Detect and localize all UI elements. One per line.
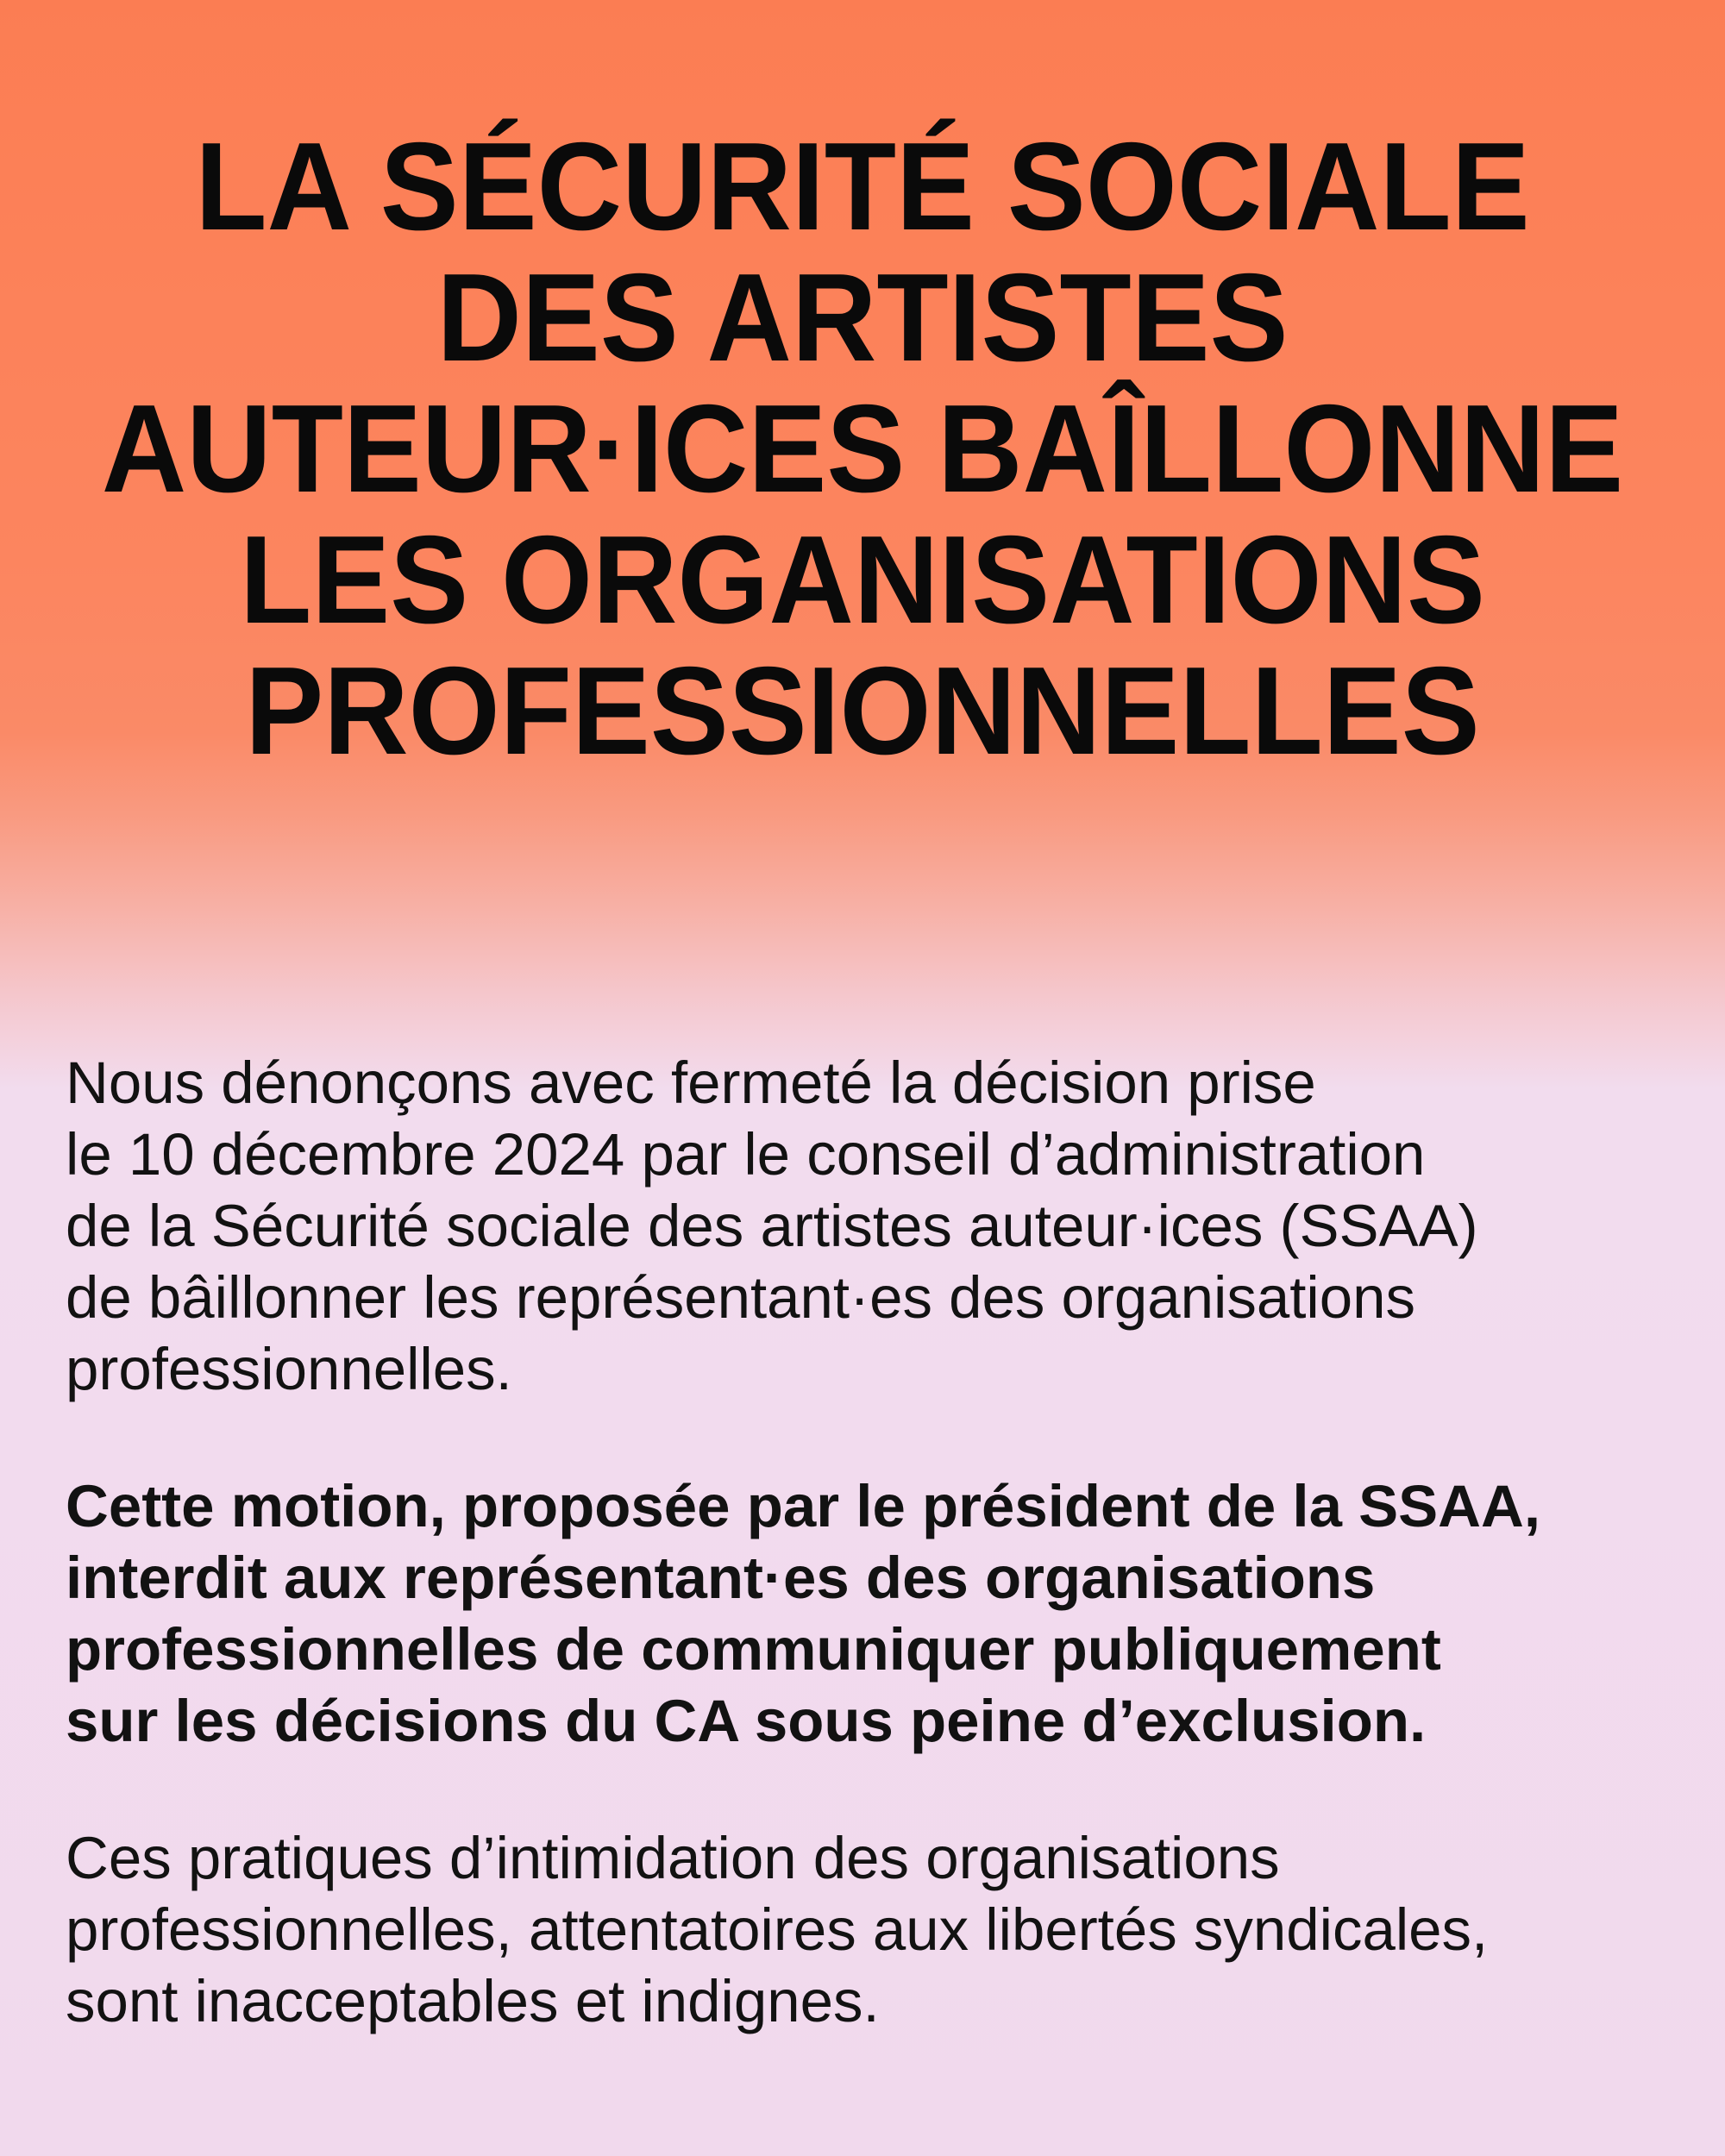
body-line: Ces pratiques d’intimidation des organisations — [66, 1825, 1280, 1891]
paragraph-condemnation — [66, 1822, 1690, 2037]
headline-line: LES ORGANISATIONS — [240, 510, 1485, 649]
body-line: professionnelles. — [66, 1336, 512, 1402]
body-line: professionnelles, attentatoires aux libertés syndicales, — [66, 1896, 1489, 1963]
body-line: interdit aux représentant·es des organisations — [66, 1545, 1376, 1611]
paragraph-denunciation — [66, 1047, 1690, 1405]
body-line: sur les décisions du CA sous peine d’exclusion. — [66, 1688, 1427, 1754]
poster-headline — [52, 116, 1673, 780]
headline-line: LA SÉCURITÉ SOCIALE — [195, 116, 1530, 256]
poster-body — [66, 1047, 1690, 2037]
headline-line: AUTEUR·ICES BAÎLLONNE — [101, 379, 1624, 518]
body-line: sont inacceptables et indignes. — [66, 1968, 880, 2034]
body-line: de bâillonner les représentant·es des organisations — [66, 1264, 1415, 1331]
body-line: Nous dénonçons avec fermeté la décision prise — [66, 1050, 1316, 1116]
body-line: de la Sécurité sociale des artistes auteur·ices (SSAA) — [66, 1193, 1478, 1259]
body-line: Cette motion, proposée par le président de la SSAA, — [66, 1473, 1541, 1539]
body-line: le 10 décembre 2024 par le conseil d’administration — [66, 1121, 1426, 1188]
paragraph-motion-bold — [66, 1470, 1690, 1757]
headline-line: DES ARTISTES — [436, 248, 1289, 387]
body-line: professionnelles de communiquer publiquement — [66, 1616, 1441, 1683]
headline-line: PROFESSIONNELLES — [245, 641, 1480, 780]
